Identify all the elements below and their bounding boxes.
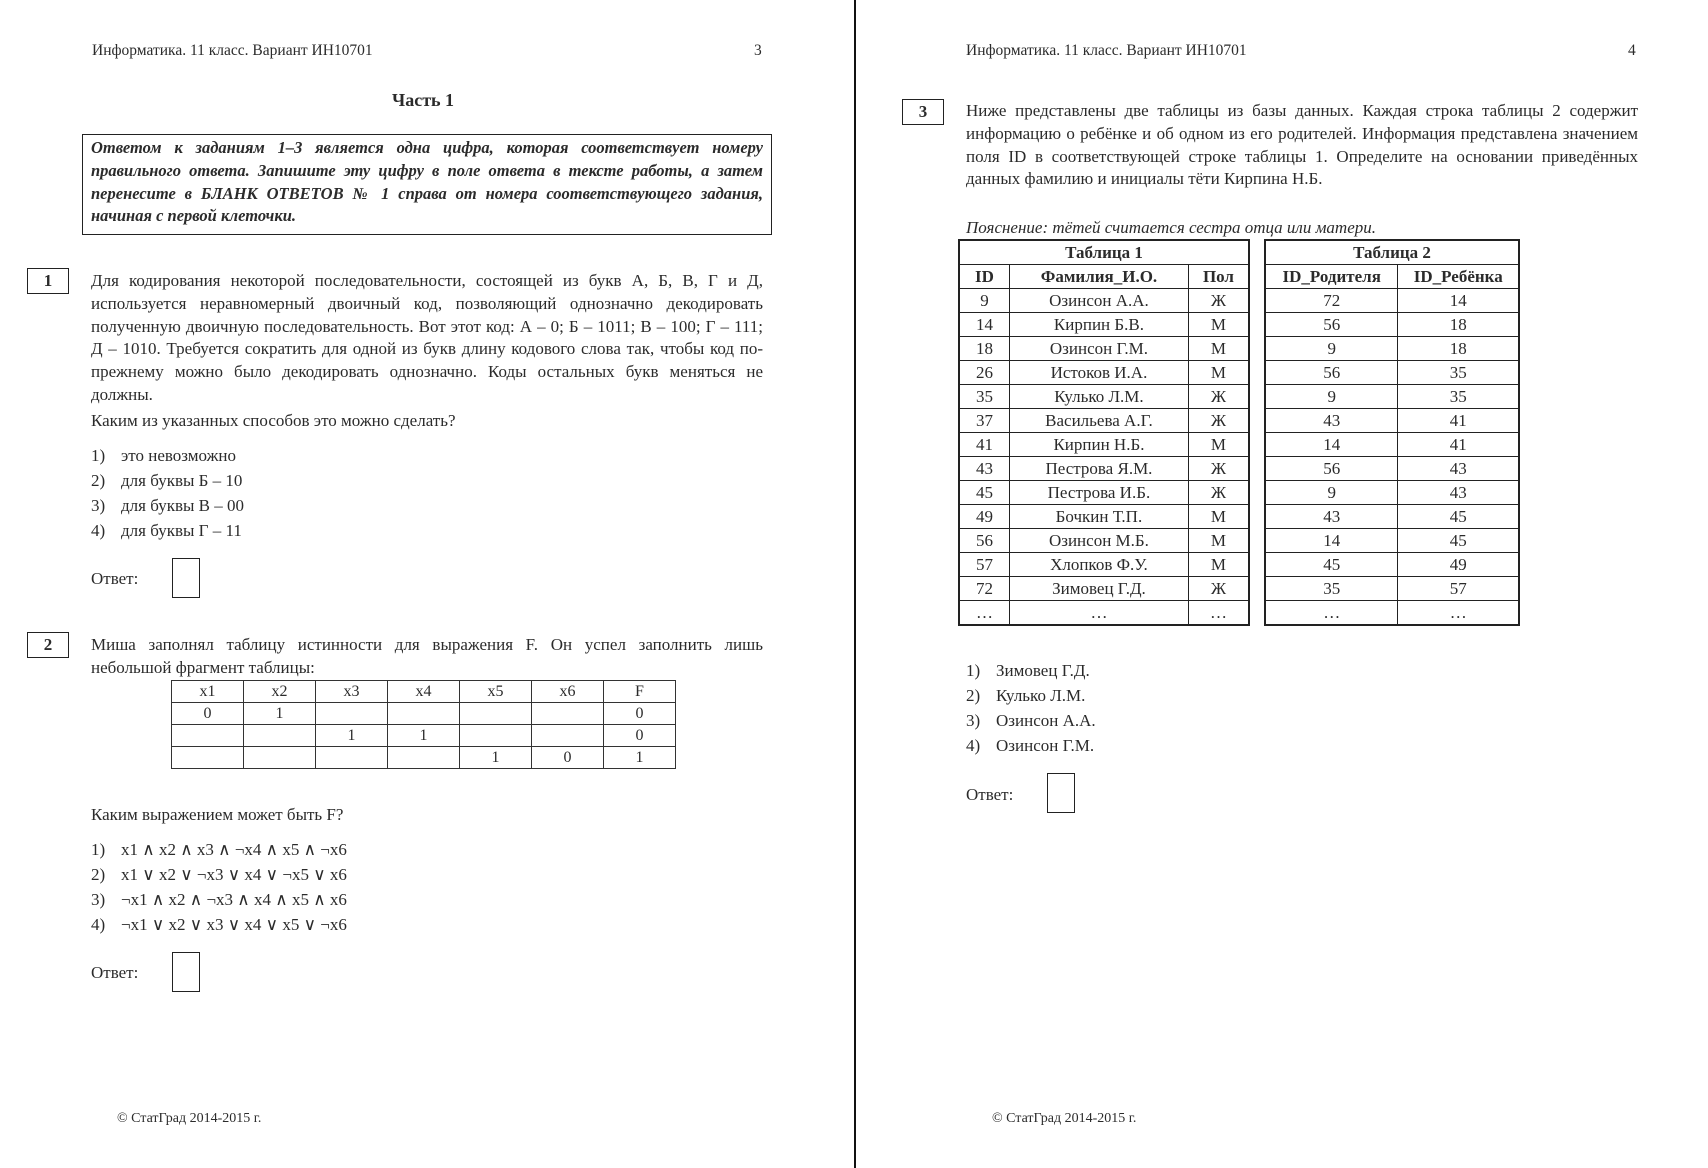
truth-table-cell xyxy=(172,747,244,769)
page-number: 3 xyxy=(754,42,762,59)
table-cell: М xyxy=(1188,505,1249,529)
truth-table-cell xyxy=(532,703,604,725)
truth-table-cell: x3 xyxy=(316,681,388,703)
truth-table-cell xyxy=(532,725,604,747)
truth-table-cell: x4 xyxy=(388,681,460,703)
table-row xyxy=(1265,505,1519,529)
table-row xyxy=(1265,337,1519,361)
table-cell: 45 xyxy=(1398,505,1519,529)
table-title-row xyxy=(959,240,1249,265)
option-item: 2) для буквы Б – 10 xyxy=(91,471,243,490)
table-cell: Озинсон Г.М. xyxy=(1009,337,1188,361)
truth-table-cell xyxy=(244,747,316,769)
table-row xyxy=(959,577,1249,601)
task-2-text: Миша заполнял таблицу истинности для выражения F. Он успел заполнить лишь небольшой фрагмент таблицы: xyxy=(91,635,763,677)
option-item: 1) Зимовец Г.Д. xyxy=(966,661,1090,680)
db-table-1 xyxy=(958,239,1250,626)
column-header: Фамилия_И.О. xyxy=(1009,265,1188,289)
table-row xyxy=(959,433,1249,457)
table-row xyxy=(959,385,1249,409)
task-2-question: Каким выражением может быть F? xyxy=(91,805,344,824)
task-1-text: Для кодирования некоторой последовательности, состоящей из букв А, Б, В, Г и Д, используется неравномерный двоичный код, позволяющий однозначно декодировать полученную двоичную последовательность. Вот этот код: А – 0; Б – 1011; В – 100; Г – 111; Д – 1010. Требуется сократить для одной из букв длину кодового слова так, чтобы код по-прежнему можно было декодировать однозначно. Коды остальных букв меняться не должны. xyxy=(91,271,763,404)
table-cell: 9 xyxy=(1265,385,1398,409)
task-3-text: Ниже представлены две таблицы из базы данных. Каждая строка таблицы 2 содержит информацию о ребёнке и об одном из его родителей. Информация представлена значением поля ID в соответствующей строке таблицы 1. Определите на основании приведённых данных фамилию и инициалы тёти Кирпина Н.Б. xyxy=(966,101,1638,189)
task-2-number: 2 xyxy=(27,632,69,658)
table-cell: 26 xyxy=(959,361,1009,385)
answer-box[interactable] xyxy=(172,952,200,992)
table-cell: 18 xyxy=(1398,313,1519,337)
table-cell: Ж xyxy=(1188,289,1249,313)
option-item: 3) Озинсон А.А. xyxy=(966,711,1096,730)
table-title: Таблица 2 xyxy=(1265,240,1519,265)
table-cell: 41 xyxy=(959,433,1009,457)
table-cell: 14 xyxy=(1265,433,1398,457)
table-cell: … xyxy=(1265,601,1398,626)
table-cell: Кулько Л.М. xyxy=(1009,385,1188,409)
table-cell: 56 xyxy=(1265,457,1398,481)
table-row xyxy=(1265,433,1519,457)
table-row xyxy=(959,529,1249,553)
table-cell: … xyxy=(1188,601,1249,626)
table-cell: … xyxy=(1009,601,1188,626)
table-row xyxy=(1265,577,1519,601)
table-cell: Пестрова Я.М. xyxy=(1009,457,1188,481)
table-row xyxy=(959,481,1249,505)
task-3-number: 3 xyxy=(902,99,944,125)
option-item: 2) x1 ∨ x2 ∨ ¬x3 ∨ x4 ∨ ¬x5 ∨ x6 xyxy=(91,865,347,884)
table-cell: 43 xyxy=(1265,409,1398,433)
truth-table-cell: x2 xyxy=(244,681,316,703)
table-row xyxy=(1265,313,1519,337)
table-cell: 57 xyxy=(1398,577,1519,601)
table-row xyxy=(959,313,1249,337)
truth-table-cell: 0 xyxy=(532,747,604,769)
truth-table-row xyxy=(172,747,676,769)
table-cell: Хлопков Ф.У. xyxy=(1009,553,1188,577)
table-cell: 43 xyxy=(1398,481,1519,505)
table-cell: 35 xyxy=(1265,577,1398,601)
table-cell: Ж xyxy=(1188,385,1249,409)
task-3-note: Пояснение: тётей считается сестра отца или матери. xyxy=(966,218,1377,237)
truth-table-cell: 0 xyxy=(172,703,244,725)
truth-table-cell xyxy=(316,747,388,769)
truth-table-cell: 1 xyxy=(244,703,316,725)
table-cell: Кирпин Н.Б. xyxy=(1009,433,1188,457)
table-cell: Зимовец Г.Д. xyxy=(1009,577,1188,601)
table-row xyxy=(959,289,1249,313)
column-header: Пол xyxy=(1188,265,1249,289)
column-header: ID_Ребёнка xyxy=(1398,265,1519,289)
table-cell: 56 xyxy=(959,529,1009,553)
option-item: 1) это невозможно xyxy=(91,446,236,465)
table-cell: … xyxy=(1398,601,1519,626)
page-footer: © СтатГрад 2014-2015 г. xyxy=(117,1111,262,1126)
answer-box[interactable] xyxy=(1047,773,1075,813)
truth-table-cell: 1 xyxy=(460,747,532,769)
task-3-options xyxy=(966,658,1096,758)
table-row xyxy=(1265,553,1519,577)
table-cell: 14 xyxy=(959,313,1009,337)
table-cell: Ж xyxy=(1188,481,1249,505)
table-row xyxy=(1265,529,1519,553)
table-cell: … xyxy=(959,601,1009,626)
answer-box[interactable] xyxy=(172,558,200,598)
table-cell: 45 xyxy=(1265,553,1398,577)
table-cell: 49 xyxy=(1398,553,1519,577)
table-cell: 37 xyxy=(959,409,1009,433)
table-row xyxy=(959,457,1249,481)
table-cell: Кирпин Б.В. xyxy=(1009,313,1188,337)
instructions-box: Ответом к заданиям 1–3 является одна цифра, которая соответствует номеру правильного ответа. Запишите эту цифру в поле ответа в тексте работы, а затем перенесите в БЛАНК ОТВЕТОВ № 1 справа от номера соответствующего задания, начиная с первой клеточки. xyxy=(82,134,772,235)
table-cell: 18 xyxy=(1398,337,1519,361)
page-number: 4 xyxy=(1628,42,1636,59)
table-body xyxy=(959,289,1249,626)
truth-table-cell: 0 xyxy=(604,703,676,725)
table-row xyxy=(959,361,1249,385)
truth-table-cell xyxy=(388,703,460,725)
table-cell: Васильева А.Г. xyxy=(1009,409,1188,433)
table-cell: 49 xyxy=(959,505,1009,529)
table-row xyxy=(1265,385,1519,409)
table-cell: М xyxy=(1188,553,1249,577)
truth-table-cell xyxy=(460,703,532,725)
table-cell: Пестрова И.Б. xyxy=(1009,481,1188,505)
table-row xyxy=(959,553,1249,577)
truth-table-cell: x5 xyxy=(460,681,532,703)
table-cell: 35 xyxy=(959,385,1009,409)
table-cell: Ж xyxy=(1188,457,1249,481)
table-cell: 57 xyxy=(959,553,1009,577)
truth-table-cell xyxy=(388,747,460,769)
table-row xyxy=(1265,409,1519,433)
table-cell: Ж xyxy=(1188,577,1249,601)
page-footer: © СтатГрад 2014-2015 г. xyxy=(992,1111,1137,1126)
table-header-row xyxy=(959,265,1249,289)
truth-table-cell: x6 xyxy=(532,681,604,703)
task-2-options xyxy=(91,837,347,937)
truth-table-cell: 1 xyxy=(604,747,676,769)
truth-table-row xyxy=(172,725,676,747)
table-cell: 45 xyxy=(1398,529,1519,553)
truth-table-cell xyxy=(316,703,388,725)
table-cell: 14 xyxy=(1265,529,1398,553)
column-header: ID_Родителя xyxy=(1265,265,1398,289)
truth-table-row xyxy=(172,703,676,725)
table-cell: Истоков И.А. xyxy=(1009,361,1188,385)
truth-table-cell: 0 xyxy=(604,725,676,747)
table-row xyxy=(1265,361,1519,385)
table-cell: 72 xyxy=(1265,289,1398,313)
table-row xyxy=(959,409,1249,433)
table-header-row xyxy=(1265,265,1519,289)
option-item: 4) для буквы Г – 11 xyxy=(91,521,242,540)
db-table-2 xyxy=(1264,239,1520,626)
truth-table-cell: 1 xyxy=(316,725,388,747)
table-cell: 43 xyxy=(959,457,1009,481)
option-item: 4) ¬x1 ∨ x2 ∨ x3 ∨ x4 ∨ x5 ∨ ¬x6 xyxy=(91,915,347,934)
table-cell: 43 xyxy=(1398,457,1519,481)
answer-label: Ответ: xyxy=(91,569,139,588)
table-cell: М xyxy=(1188,433,1249,457)
truth-table-cell xyxy=(244,725,316,747)
table-title: Таблица 1 xyxy=(959,240,1249,265)
answer-label: Ответ: xyxy=(91,963,139,982)
table-cell: Ж xyxy=(1188,409,1249,433)
table-row xyxy=(1265,457,1519,481)
table-cell: 18 xyxy=(959,337,1009,361)
truth-table-cell xyxy=(172,725,244,747)
truth-table-cell xyxy=(460,725,532,747)
truth-table-cell: x1 xyxy=(172,681,244,703)
truth-table-cell: F xyxy=(604,681,676,703)
column-header: ID xyxy=(959,265,1009,289)
table-body xyxy=(1265,289,1519,626)
table-cell: Озинсон М.Б. xyxy=(1009,529,1188,553)
answer-label: Ответ: xyxy=(966,785,1014,804)
table-row xyxy=(1265,601,1519,626)
option-item: 3) ¬x1 ∧ x2 ∧ ¬x3 ∧ x4 ∧ x5 ∧ x6 xyxy=(91,890,347,909)
table-row xyxy=(1265,289,1519,313)
table-cell: М xyxy=(1188,313,1249,337)
table-cell: 41 xyxy=(1398,433,1519,457)
table-cell: 43 xyxy=(1265,505,1398,529)
truth-table-header xyxy=(172,681,676,703)
page-header: Информатика. 11 класс. Вариант ИН10701 xyxy=(966,42,1247,59)
part-title: Часть 1 xyxy=(392,90,455,110)
table-cell: М xyxy=(1188,529,1249,553)
table-title-row xyxy=(1265,240,1519,265)
page-header: Информатика. 11 класс. Вариант ИН10701 xyxy=(92,42,373,59)
table-cell: 41 xyxy=(1398,409,1519,433)
option-item: 3) для буквы В – 00 xyxy=(91,496,245,515)
option-item: 1) x1 ∧ x2 ∧ x3 ∧ ¬x4 ∧ x5 ∧ ¬x6 xyxy=(91,840,347,859)
table-cell: 9 xyxy=(1265,481,1398,505)
table-row xyxy=(959,505,1249,529)
table-cell: 9 xyxy=(1265,337,1398,361)
table-cell: Озинсон А.А. xyxy=(1009,289,1188,313)
task-1-question: Каким из указанных способов это можно сделать? xyxy=(91,411,456,430)
table-cell: 9 xyxy=(959,289,1009,313)
table-row xyxy=(959,337,1249,361)
table-cell: 72 xyxy=(959,577,1009,601)
option-item: 4) Озинсон Г.М. xyxy=(966,736,1095,755)
table-cell: Бочкин Т.П. xyxy=(1009,505,1188,529)
table-cell: 56 xyxy=(1265,313,1398,337)
right-page xyxy=(856,0,1708,1168)
truth-table xyxy=(171,680,676,769)
table-cell: 35 xyxy=(1398,385,1519,409)
table-cell: М xyxy=(1188,361,1249,385)
table-row xyxy=(1265,481,1519,505)
table-row xyxy=(959,601,1249,626)
option-item: 2) Кулько Л.М. xyxy=(966,686,1086,705)
task-1-options xyxy=(91,443,244,543)
table-cell: 56 xyxy=(1265,361,1398,385)
truth-table-cell: 1 xyxy=(388,725,460,747)
table-cell: 45 xyxy=(959,481,1009,505)
table-cell: М xyxy=(1188,337,1249,361)
table-cell: 14 xyxy=(1398,289,1519,313)
table-cell: 35 xyxy=(1398,361,1519,385)
task-1-number: 1 xyxy=(27,268,69,294)
